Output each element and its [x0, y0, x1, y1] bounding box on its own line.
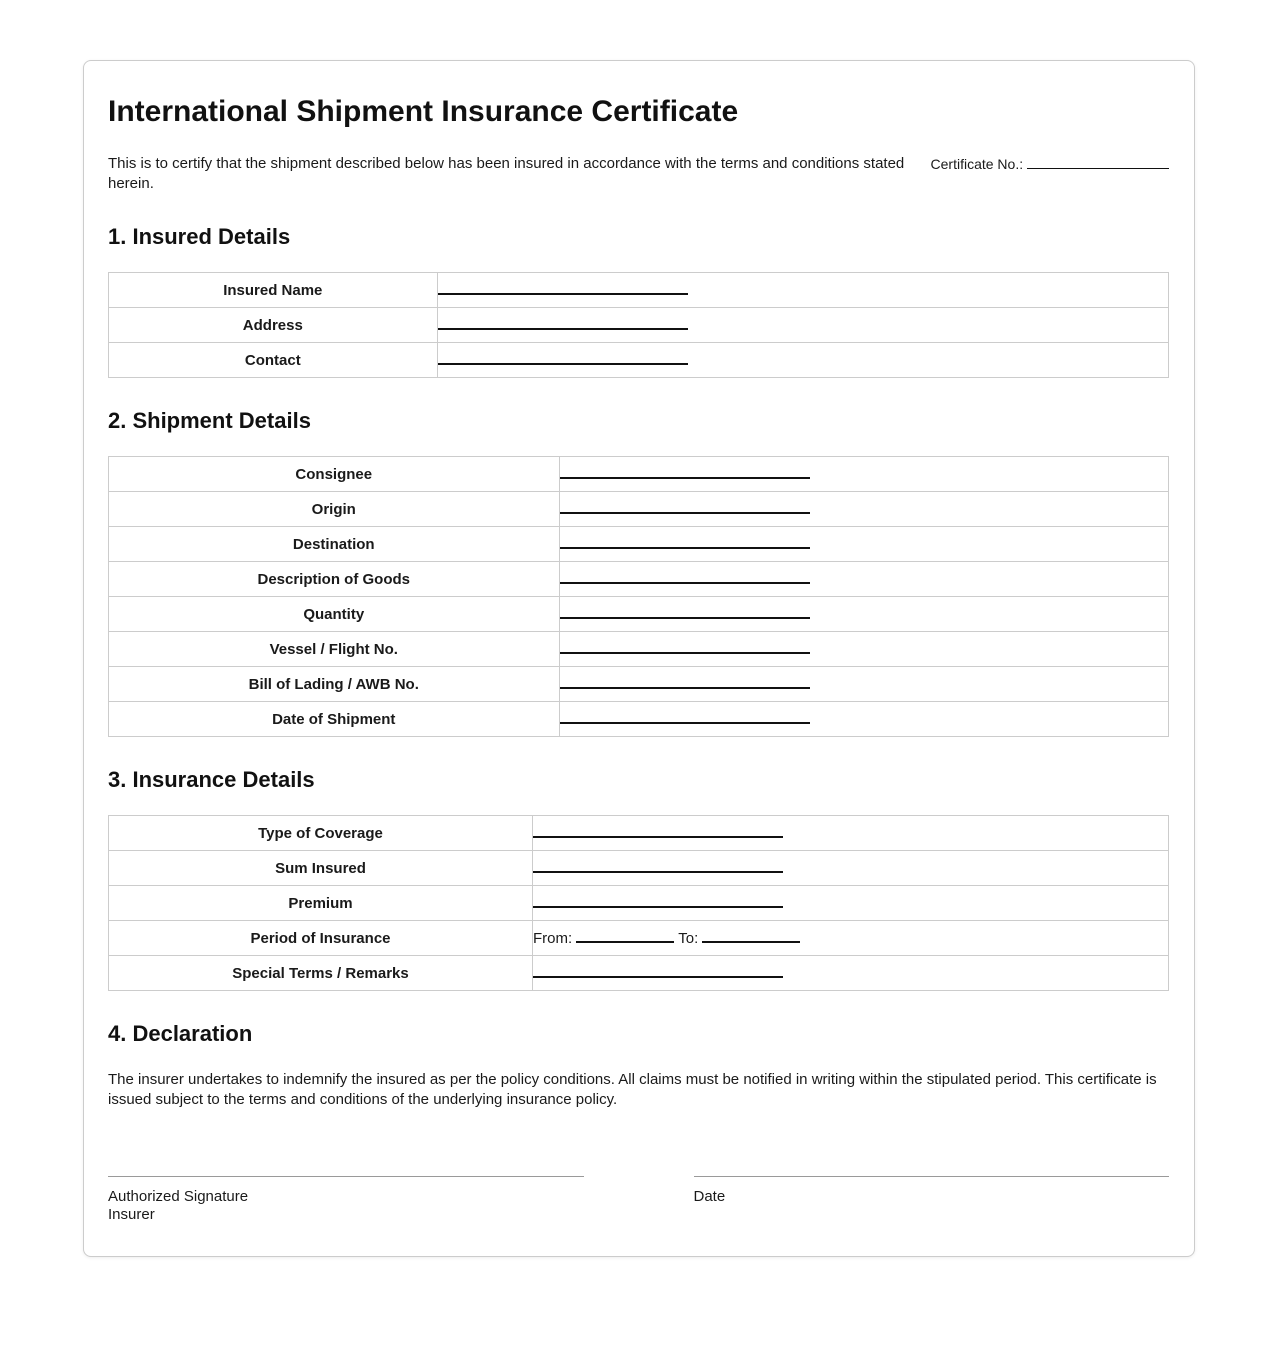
row-value — [559, 702, 1169, 737]
table-row — [109, 597, 1169, 632]
authorized-signature-block — [108, 1176, 584, 1224]
table-row — [109, 632, 1169, 667]
table-row — [109, 457, 1169, 492]
row-value — [533, 816, 1169, 851]
section-shipment-heading: 2. Shipment Details — [108, 408, 311, 433]
row-label: Quantity — [109, 597, 560, 632]
blank-line — [533, 859, 783, 873]
blank-line — [438, 316, 688, 330]
blank-line — [438, 351, 688, 365]
blank-line — [560, 465, 810, 479]
date-block — [694, 1176, 1170, 1224]
row-value — [559, 527, 1169, 562]
blank-line — [560, 710, 810, 724]
row-value — [559, 667, 1169, 702]
blank-line — [533, 824, 783, 838]
row-label: Insured Name — [109, 273, 438, 308]
row-label: Contact — [109, 343, 438, 378]
blank-line — [560, 675, 810, 689]
row-label: Date of Shipment — [109, 702, 560, 737]
authorized-signature-label: Authorized Signature — [108, 1188, 249, 1205]
table-row — [109, 492, 1169, 527]
row-value — [533, 886, 1169, 921]
certificate-no-blank-line — [1027, 155, 1169, 169]
row-value — [437, 308, 1168, 343]
page-title: International Shipment Insurance Certificate — [108, 95, 739, 128]
insurer-label: Insurer — [108, 1206, 155, 1223]
blank-line — [560, 570, 810, 584]
row-label: Bill of Lading / AWB No. — [109, 667, 560, 702]
row-value — [559, 457, 1169, 492]
certificate-card — [83, 60, 1195, 1257]
section-declaration-heading: 4. Declaration — [108, 1021, 253, 1046]
period-to-blank-line — [702, 929, 800, 943]
blank-line — [560, 500, 810, 514]
blank-line — [533, 894, 783, 908]
table-row — [109, 308, 1169, 343]
row-label: Type of Coverage — [109, 816, 533, 851]
row-label: Vessel / Flight No. — [109, 632, 560, 667]
insurance-details-table — [108, 815, 1169, 991]
table-row — [109, 956, 1169, 991]
row-value-period — [533, 921, 1169, 956]
table-row — [109, 851, 1169, 886]
intro-row — [108, 154, 1169, 194]
table-row — [109, 816, 1169, 851]
row-label: Premium — [109, 886, 533, 921]
blank-line — [533, 964, 783, 978]
page-background — [0, 60, 1278, 1360]
intro-text: This is to certify that the shipment described below has been insured in accordance with the terms and conditions stated herein. — [108, 155, 905, 192]
row-label: Consignee — [109, 457, 560, 492]
period-to-label: To: — [678, 930, 699, 947]
table-row — [109, 273, 1169, 308]
row-label: Period of Insurance — [109, 921, 533, 956]
blank-line — [438, 281, 688, 295]
row-value — [533, 851, 1169, 886]
section-insurance-heading: 3. Insurance Details — [108, 767, 315, 792]
blank-line — [560, 640, 810, 654]
row-value — [437, 343, 1168, 378]
insured-details-table — [108, 272, 1169, 378]
row-value — [559, 562, 1169, 597]
table-row — [109, 667, 1169, 702]
row-label: Origin — [109, 492, 560, 527]
table-row — [109, 343, 1169, 378]
certificate-no-label: Certificate No.: — [930, 156, 1024, 172]
row-value — [559, 632, 1169, 667]
period-from-label: From: — [533, 930, 573, 947]
section-insured-heading: 1. Insured Details — [108, 224, 291, 249]
table-row — [109, 527, 1169, 562]
signature-row — [108, 1176, 1169, 1224]
table-row — [109, 702, 1169, 737]
row-value — [533, 956, 1169, 991]
period-from-blank-line — [576, 929, 674, 943]
blank-line — [560, 605, 810, 619]
row-label: Special Terms / Remarks — [109, 956, 533, 991]
date-label: Date — [693, 1188, 726, 1205]
row-label: Description of Goods — [109, 562, 560, 597]
table-row — [109, 886, 1169, 921]
row-value — [437, 273, 1168, 308]
shipment-details-table — [108, 456, 1169, 737]
declaration-text: The insurer undertakes to indemnify the insured as per the policy conditions. All claims must be notified in writing within the stipulated period. This certificate is issued subject to the terms and conditions of the underlying insurance policy. — [108, 1071, 1157, 1108]
row-value — [559, 597, 1169, 632]
table-row — [109, 921, 1169, 956]
certificate-no-field — [931, 154, 1169, 172]
table-row — [109, 562, 1169, 597]
row-label: Address — [109, 308, 438, 343]
row-value — [559, 492, 1169, 527]
row-label: Sum Insured — [109, 851, 533, 886]
blank-line — [560, 535, 810, 549]
row-label: Destination — [109, 527, 560, 562]
